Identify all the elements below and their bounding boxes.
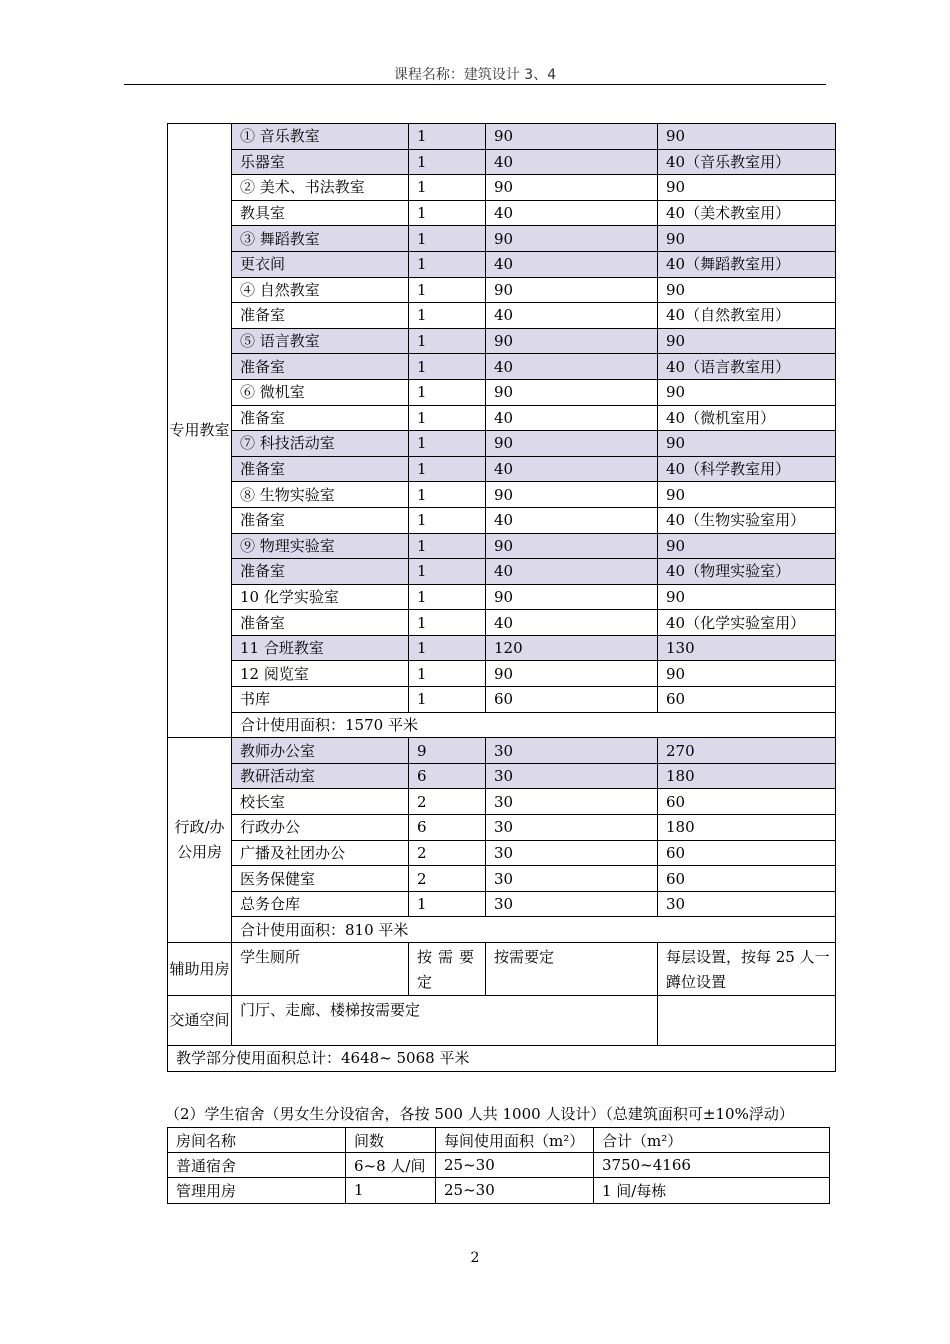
table-row (168, 533, 836, 559)
table-row (168, 610, 836, 636)
room-name: 总务仓库 (232, 891, 409, 917)
dormitory-section-title: （2）学生宿舍（男女生分设宿舍，各按 500 人共 1000 人设计）（总建筑面积可±10%浮动） (165, 1105, 794, 1123)
room-name: 12 阅览室 (232, 661, 409, 687)
room-area: 30 (486, 815, 658, 841)
room-total: 90 (658, 175, 836, 201)
room-count: 1 (409, 533, 486, 559)
category-label: 辅助用房 (168, 943, 232, 996)
column-header: 合计（m²） (594, 1128, 830, 1153)
room-count: 1 (409, 175, 486, 201)
room-name: ⑦ 科技活动室 (232, 431, 409, 457)
room-name: 准备室 (232, 559, 409, 585)
room-count: 1 (409, 456, 486, 482)
table-row (168, 687, 836, 713)
category-label: 交通空间 (168, 996, 232, 1046)
table-cell: 1 间/每栋 (594, 1178, 830, 1203)
room-count: 按需要定 (409, 943, 486, 996)
traffic-total (658, 996, 836, 1046)
room-total: 40（美术教室用） (658, 200, 836, 226)
room-total: 60 (658, 687, 836, 713)
room-total: 60 (658, 840, 836, 866)
room-area: 90 (486, 226, 658, 252)
column-header: 每间使用面积（m²） (436, 1128, 594, 1153)
category-label: 专用教室 (168, 124, 232, 738)
room-name: 准备室 (232, 354, 409, 380)
room-count: 1 (409, 277, 486, 303)
room-name: 医务保健室 (232, 866, 409, 892)
room-count: 1 (409, 200, 486, 226)
room-name: 11 合班教室 (232, 635, 409, 661)
table-row (168, 840, 836, 866)
table-cell: 25~30 (436, 1178, 594, 1203)
grand-total-row (168, 1046, 836, 1072)
room-count: 1 (409, 431, 486, 457)
room-area: 40 (486, 456, 658, 482)
category-label: 行政/办公用房 (168, 738, 232, 943)
room-count: 1 (409, 149, 486, 175)
subtotal-row (168, 712, 836, 738)
room-name: 校长室 (232, 789, 409, 815)
room-total: 90 (658, 431, 836, 457)
room-count: 1 (409, 507, 486, 533)
room-count: 2 (409, 840, 486, 866)
page-number: 2 (470, 1250, 480, 1266)
room-count: 1 (409, 251, 486, 277)
room-total: 30 (658, 891, 836, 917)
room-area: 90 (486, 584, 658, 610)
room-name: ④ 自然教室 (232, 277, 409, 303)
classroom-table (167, 123, 836, 1072)
room-total: 90 (658, 533, 836, 559)
table-row (168, 866, 836, 892)
table-row (168, 482, 836, 508)
room-total: 40（化学实验室用） (658, 610, 836, 636)
room-name: 教师办公室 (232, 738, 409, 764)
room-name: 准备室 (232, 610, 409, 636)
room-total: 90 (658, 277, 836, 303)
subtotal-row (168, 917, 836, 943)
room-total: 60 (658, 866, 836, 892)
room-count: 1 (409, 226, 486, 252)
table-row (168, 763, 836, 789)
table-row (168, 175, 836, 201)
header-row (168, 1128, 830, 1153)
table-row (168, 789, 836, 815)
table-row (168, 328, 836, 354)
room-count: 1 (409, 584, 486, 610)
table-row (168, 405, 836, 431)
room-count: 1 (409, 687, 486, 713)
room-name: ② 美术、书法教室 (232, 175, 409, 201)
room-total: 270 (658, 738, 836, 764)
room-name: ③ 舞蹈教室 (232, 226, 409, 252)
table-row (168, 891, 836, 917)
room-area: 按需要定 (486, 943, 658, 996)
room-name: 准备室 (232, 303, 409, 329)
table-cell: 25~30 (436, 1153, 594, 1178)
room-area: 30 (486, 738, 658, 764)
table-row (168, 303, 836, 329)
room-name: 教具室 (232, 200, 409, 226)
room-name: ⑧ 生物实验室 (232, 482, 409, 508)
room-area: 40 (486, 149, 658, 175)
room-total: 130 (658, 635, 836, 661)
table-row (168, 124, 836, 150)
room-total: 40（音乐教室用） (658, 149, 836, 175)
room-count: 9 (409, 738, 486, 764)
table-row (168, 507, 836, 533)
room-name: 更衣间 (232, 251, 409, 277)
table-row (168, 226, 836, 252)
room-total: 180 (658, 815, 836, 841)
table-row (168, 635, 836, 661)
room-count: 1 (409, 482, 486, 508)
room-name: 行政办公 (232, 815, 409, 841)
table-cell: 1 (346, 1178, 436, 1203)
room-total: 90 (658, 328, 836, 354)
room-total: 90 (658, 379, 836, 405)
room-count: 2 (409, 866, 486, 892)
room-area: 30 (486, 840, 658, 866)
room-area: 30 (486, 789, 658, 815)
room-area: 40 (486, 251, 658, 277)
room-total: 每层设置，按每 25 人一蹲位设置 (658, 943, 836, 996)
room-total: 40（微机室用） (658, 405, 836, 431)
room-area: 40 (486, 200, 658, 226)
room-total: 40（舞蹈教室用） (658, 251, 836, 277)
table-cell: 普通宿舍 (168, 1153, 346, 1178)
room-area: 90 (486, 175, 658, 201)
room-name: 教研活动室 (232, 763, 409, 789)
subtotal: 合计使用面积：1570 平米 (232, 712, 836, 738)
table-row (168, 1153, 830, 1178)
room-name: ⑨ 物理实验室 (232, 533, 409, 559)
traffic-row (168, 996, 836, 1046)
room-total: 90 (658, 584, 836, 610)
table-row (168, 149, 836, 175)
dormitory-table (167, 1127, 830, 1204)
room-area: 90 (486, 328, 658, 354)
table-cell: 6~8 人/间 (346, 1153, 436, 1178)
room-total: 40（物理实验室） (658, 559, 836, 585)
room-count: 1 (409, 328, 486, 354)
room-area: 40 (486, 559, 658, 585)
room-name: 准备室 (232, 507, 409, 533)
subtotal: 合计使用面积：810 平米 (232, 917, 836, 943)
column-header: 间数 (346, 1128, 436, 1153)
table-row (168, 354, 836, 380)
room-total: 180 (658, 763, 836, 789)
room-name: 学生厕所 (232, 943, 409, 996)
room-name: 广播及社团办公 (232, 840, 409, 866)
room-area: 40 (486, 354, 658, 380)
table-row (168, 1178, 830, 1203)
room-count: 6 (409, 815, 486, 841)
room-total: 90 (658, 124, 836, 150)
room-count: 2 (409, 789, 486, 815)
traffic-text: 门厅、走廊、楼梯按需要定 (232, 996, 658, 1046)
room-count: 1 (409, 559, 486, 585)
room-name: 准备室 (232, 456, 409, 482)
room-count: 1 (409, 405, 486, 431)
grand-total: 教学部分使用面积总计：4648~ 5068 平米 (168, 1046, 836, 1072)
room-count: 1 (409, 635, 486, 661)
room-count: 6 (409, 763, 486, 789)
room-total: 90 (658, 482, 836, 508)
room-total: 90 (658, 661, 836, 687)
room-name: 书库 (232, 687, 409, 713)
table-cell: 管理用房 (168, 1178, 346, 1203)
table-row (168, 584, 836, 610)
room-count: 1 (409, 354, 486, 380)
room-area: 90 (486, 482, 658, 508)
room-area: 90 (486, 533, 658, 559)
room-area: 90 (486, 124, 658, 150)
table-row (168, 456, 836, 482)
table-row (168, 559, 836, 585)
room-area: 40 (486, 610, 658, 636)
room-name: ⑥ 微机室 (232, 379, 409, 405)
table-row (168, 379, 836, 405)
room-total: 60 (658, 789, 836, 815)
table-cell: 3750~4166 (594, 1153, 830, 1178)
room-area: 30 (486, 763, 658, 789)
room-total: 40（科学教室用） (658, 456, 836, 482)
room-total: 90 (658, 226, 836, 252)
room-area: 90 (486, 277, 658, 303)
room-name: ① 音乐教室 (232, 124, 409, 150)
room-count: 1 (409, 661, 486, 687)
room-area: 40 (486, 405, 658, 431)
room-name: 10 化学实验室 (232, 584, 409, 610)
table-row (168, 431, 836, 457)
room-total: 40（语言教室用） (658, 354, 836, 380)
room-area: 40 (486, 507, 658, 533)
room-area: 30 (486, 866, 658, 892)
room-name: ⑤ 语言教室 (232, 328, 409, 354)
room-count: 1 (409, 124, 486, 150)
header-rule (124, 84, 826, 85)
room-count: 1 (409, 891, 486, 917)
room-area: 60 (486, 687, 658, 713)
room-area: 30 (486, 891, 658, 917)
room-name: 准备室 (232, 405, 409, 431)
room-count: 1 (409, 379, 486, 405)
column-header: 房间名称 (168, 1128, 346, 1153)
room-area: 90 (486, 661, 658, 687)
room-area: 120 (486, 635, 658, 661)
room-area: 40 (486, 303, 658, 329)
room-area: 90 (486, 431, 658, 457)
aux-row (168, 943, 836, 996)
table-row (168, 661, 836, 687)
table-row (168, 738, 836, 764)
course-header: 课程名称：建筑设计 3、4 (393, 67, 557, 83)
room-count: 1 (409, 303, 486, 329)
room-total: 40（生物实验室用） (658, 507, 836, 533)
table-row (168, 277, 836, 303)
room-count: 1 (409, 610, 486, 636)
room-area: 90 (486, 379, 658, 405)
table-row (168, 815, 836, 841)
room-name: 乐器室 (232, 149, 409, 175)
table-row (168, 251, 836, 277)
table-row (168, 200, 836, 226)
room-total: 40（自然教室用） (658, 303, 836, 329)
